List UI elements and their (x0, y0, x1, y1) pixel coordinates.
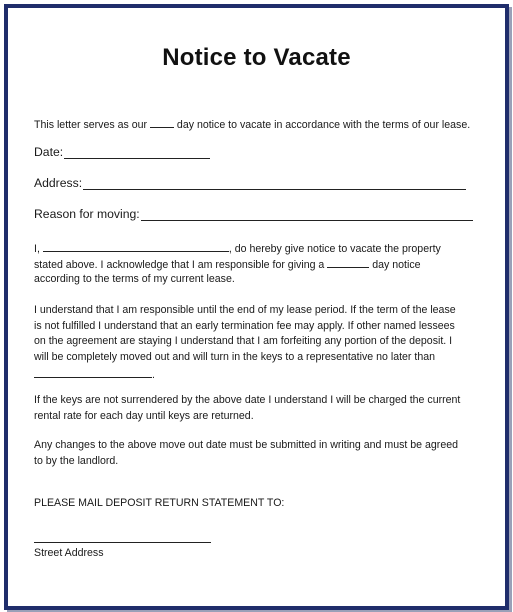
paragraph2-line1: I understand that I am responsible until the end of my lease period. If the term of the lease (34, 304, 456, 316)
reason-label: Reason for moving: (34, 207, 140, 221)
street-address-label: Street Address (34, 547, 104, 559)
address-row (34, 176, 466, 190)
notice-days-blank[interactable] (150, 116, 174, 128)
paragraph2-line5 (34, 366, 155, 384)
paragraph1-line3: according to the terms of my current lease. (34, 273, 235, 285)
reason-row (34, 207, 473, 221)
date-label: Date: (34, 145, 64, 159)
paragraph2-line2: is not fulfilled I understand that an early termination fee may apply. If other named lessees (34, 320, 455, 332)
p1-l1-end: , do hereby give notice to vacate the property (228, 243, 441, 255)
p1-l1-start: I, (34, 243, 43, 255)
document-body (8, 8, 505, 606)
address-label: Address: (34, 176, 83, 190)
intro-text-after: day notice to vacate in accordance with the terms of our lease. (173, 119, 471, 131)
street-address-field[interactable] (34, 542, 211, 543)
intro-text-before: This letter serves as our (34, 119, 150, 131)
date-field[interactable] (64, 146, 210, 159)
move-out-date-field[interactable] (34, 366, 152, 378)
paragraph4-line2: to by the landlord. (34, 455, 119, 467)
paragraph3-line1: If the keys are not surrendered by the above date I understand I will be charged the current (34, 394, 461, 406)
notice-period-field[interactable] (327, 256, 369, 268)
paragraph2-line3: on the agreement are staying I understand that I am forfeiting any portion of the deposit. I (34, 335, 453, 347)
reason-field[interactable] (141, 208, 473, 221)
p1-l2-start: stated above. I acknowledge that I am responsible for giving a (34, 259, 328, 271)
document-title: Notice to Vacate (162, 44, 351, 71)
paragraph3-line2: rental rate for each day until keys are returned. (34, 410, 254, 422)
paragraph2-line4: will be completely moved out and will turn in the keys to a representative no later than (34, 351, 436, 363)
intro-line (34, 116, 470, 134)
paragraph1-line2 (34, 256, 421, 274)
p2-l5-end: . (152, 369, 155, 381)
mail-instruction: PLEASE MAIL DEPOSIT RETURN STATEMENT TO: (34, 497, 285, 509)
address-field[interactable] (83, 177, 466, 190)
date-row (34, 145, 210, 159)
document-frame (4, 4, 509, 610)
tenant-name-field[interactable] (43, 240, 229, 252)
paragraph1-line1 (34, 240, 441, 258)
paragraph4-line1: Any changes to the above move out date must be submitted in writing and must be agreed (34, 439, 459, 451)
p1-l2-end: day notice (369, 259, 421, 271)
